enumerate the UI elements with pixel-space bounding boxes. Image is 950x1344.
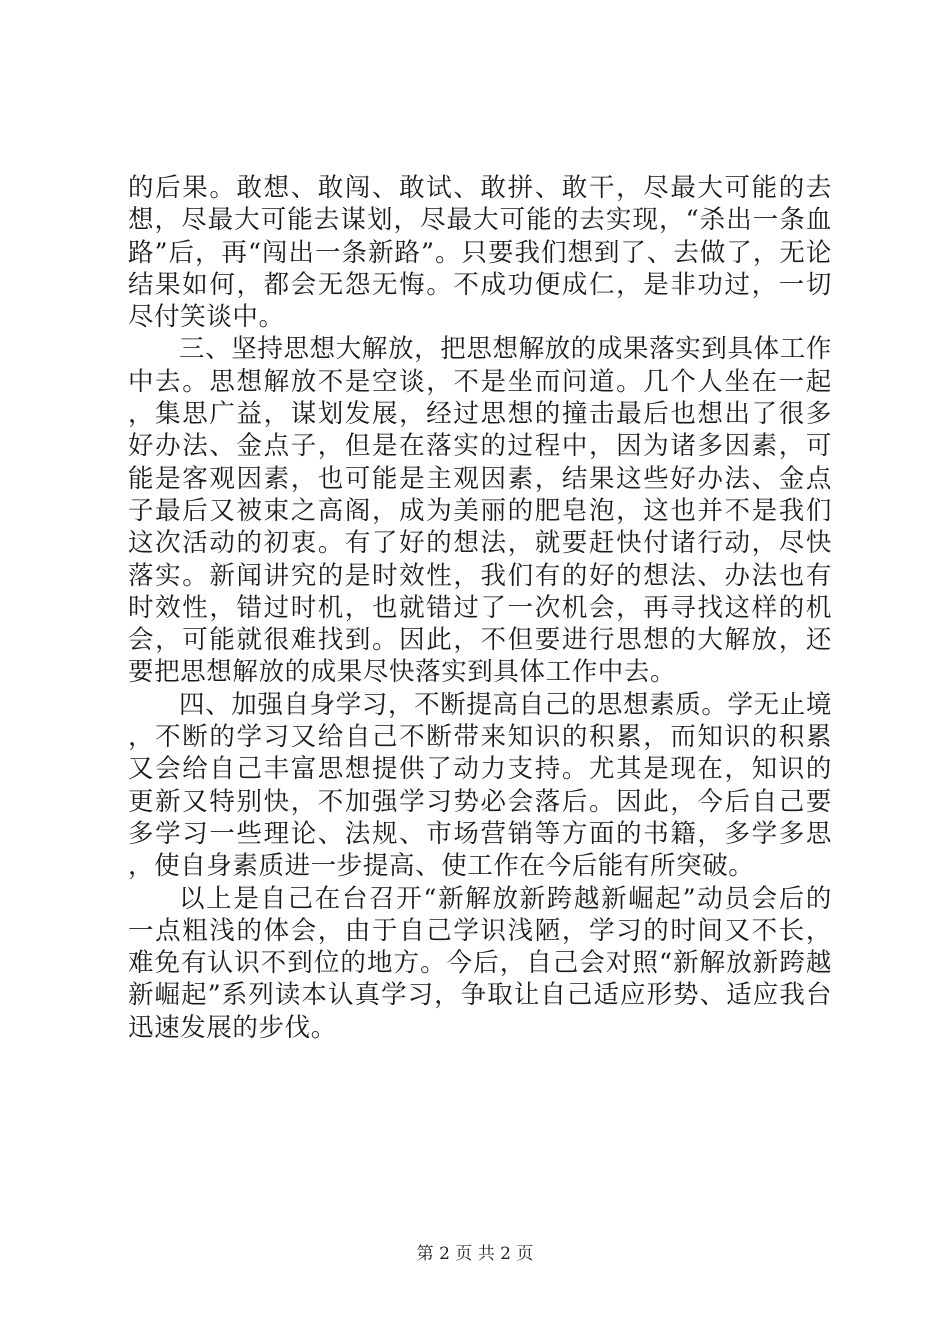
document-body — [128, 172, 832, 1044]
page-number-footer: 第 2 页 共 2 页 — [416, 1244, 534, 1264]
paragraph-continuation: 的后果。敢想、敢闯、敢试、敢拼、敢干，尽最大可能的去想，尽最大可能去谋划，尽最大可能的去实现，“杀出一条血路”后，再“闯出一条新路”。只要我们想到了、去做了，无论结果如何，都会无怨无悔。不成功便成仁，是非功过，一切尽付笑谈中。 — [128, 173, 832, 333]
paragraph-section-three: 三、坚持思想大解放，把思想解放的成果落实到具体工作中去。思想解放不是空谈，不是坐而问道。几个人坐在一起，集思广益，谋划发展，经过思想的撞击最后也想出了很多好办法、金点子，但是在落实的过程中，因为诸多因素，可能是客观因素，也可能是主观因素，结果这些好办法、金点子最后又被束之高阁，成为美丽的肥皂泡，这也并不是我们这次活动的初衷。有了好的想法，就要赶快付诸行动，尽快落实。新闻讲究的是时效性，我们有的好的想法、办法也有时效性，错过时机，也就错过了一次机会，再寻找这样的机会，可能就很难找到。因此，不但要进行思想的大解放，还要把思想解放的成果尽快落实到具体工作中去。 — [128, 334, 832, 688]
paragraph-conclusion: 以上是自己在台召开“新解放新跨越新崛起”动员会后的一点粗浅的体会，由于自己学识浅陋，学习的时间又不长，难免有认识不到位的地方。今后，自己会对照“新解放新跨越新崛起”系列读本认真学习，争取让自己适应形势、适应我台迅速发展的步伐。 — [128, 883, 832, 1043]
paragraph-section-four: 四、加强自身学习，不断提高自己的思想素质。学无止境，不断的学习又给自己不断带来知识的积累，而知识的积累又会给自己丰富思想提供了动力支持。尤其是现在，知识的更新又特别快，不加强学习势必会落后。因此，今后自己要多学习一些理论、法规、市场营销等方面的书籍，多学多思，使自身素质进一步提高、使工作在今后能有所突破。 — [128, 689, 832, 882]
